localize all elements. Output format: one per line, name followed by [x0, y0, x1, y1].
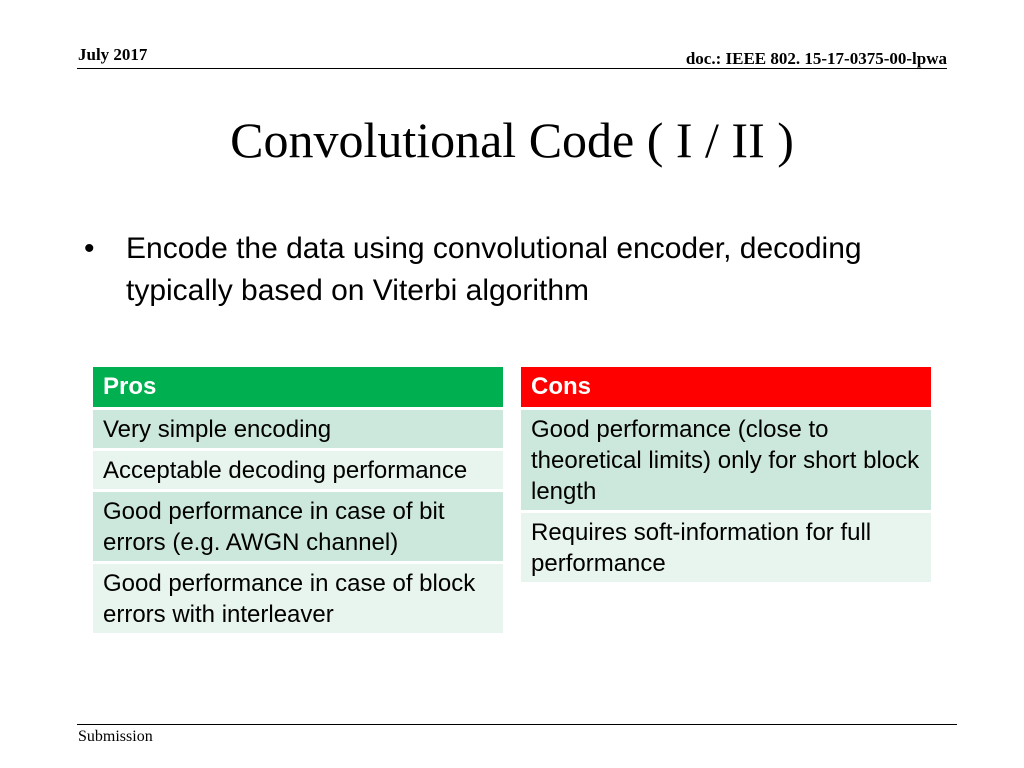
cons-row: Good performance (close to theoretical limits) only for short block length	[521, 410, 931, 510]
cons-header: Cons	[521, 367, 931, 407]
bullet-item	[84, 228, 884, 312]
header-date: July 2017	[78, 45, 148, 64]
header-divider	[77, 68, 947, 69]
bullet-list	[84, 228, 884, 312]
pros-row: Very simple encoding	[93, 410, 503, 448]
cons-row: Requires soft-information for full performance	[521, 513, 931, 582]
bullet-dot-icon: •	[84, 232, 95, 265]
pros-row: Acceptable decoding performance	[93, 451, 503, 489]
pros-row: Good performance in case of bit errors (e.g. AWGN channel)	[93, 492, 503, 561]
slide-title: Convolutional Code ( I / II )	[230, 112, 794, 168]
pros-row: Good performance in case of block errors with interleaver	[93, 564, 503, 633]
pros-header: Pros	[93, 367, 503, 407]
cons-table	[521, 367, 931, 582]
header-doc-id: doc.: IEEE 802. 15-17-0375-00-lpwa	[685, 49, 947, 68]
pros-table	[93, 367, 503, 633]
footer-divider	[77, 724, 957, 725]
footer-label: Submission	[78, 728, 153, 745]
bullet-text: Encode the data using convolutional encoder, decoding typically based on Viterbi algorithm	[126, 232, 862, 307]
